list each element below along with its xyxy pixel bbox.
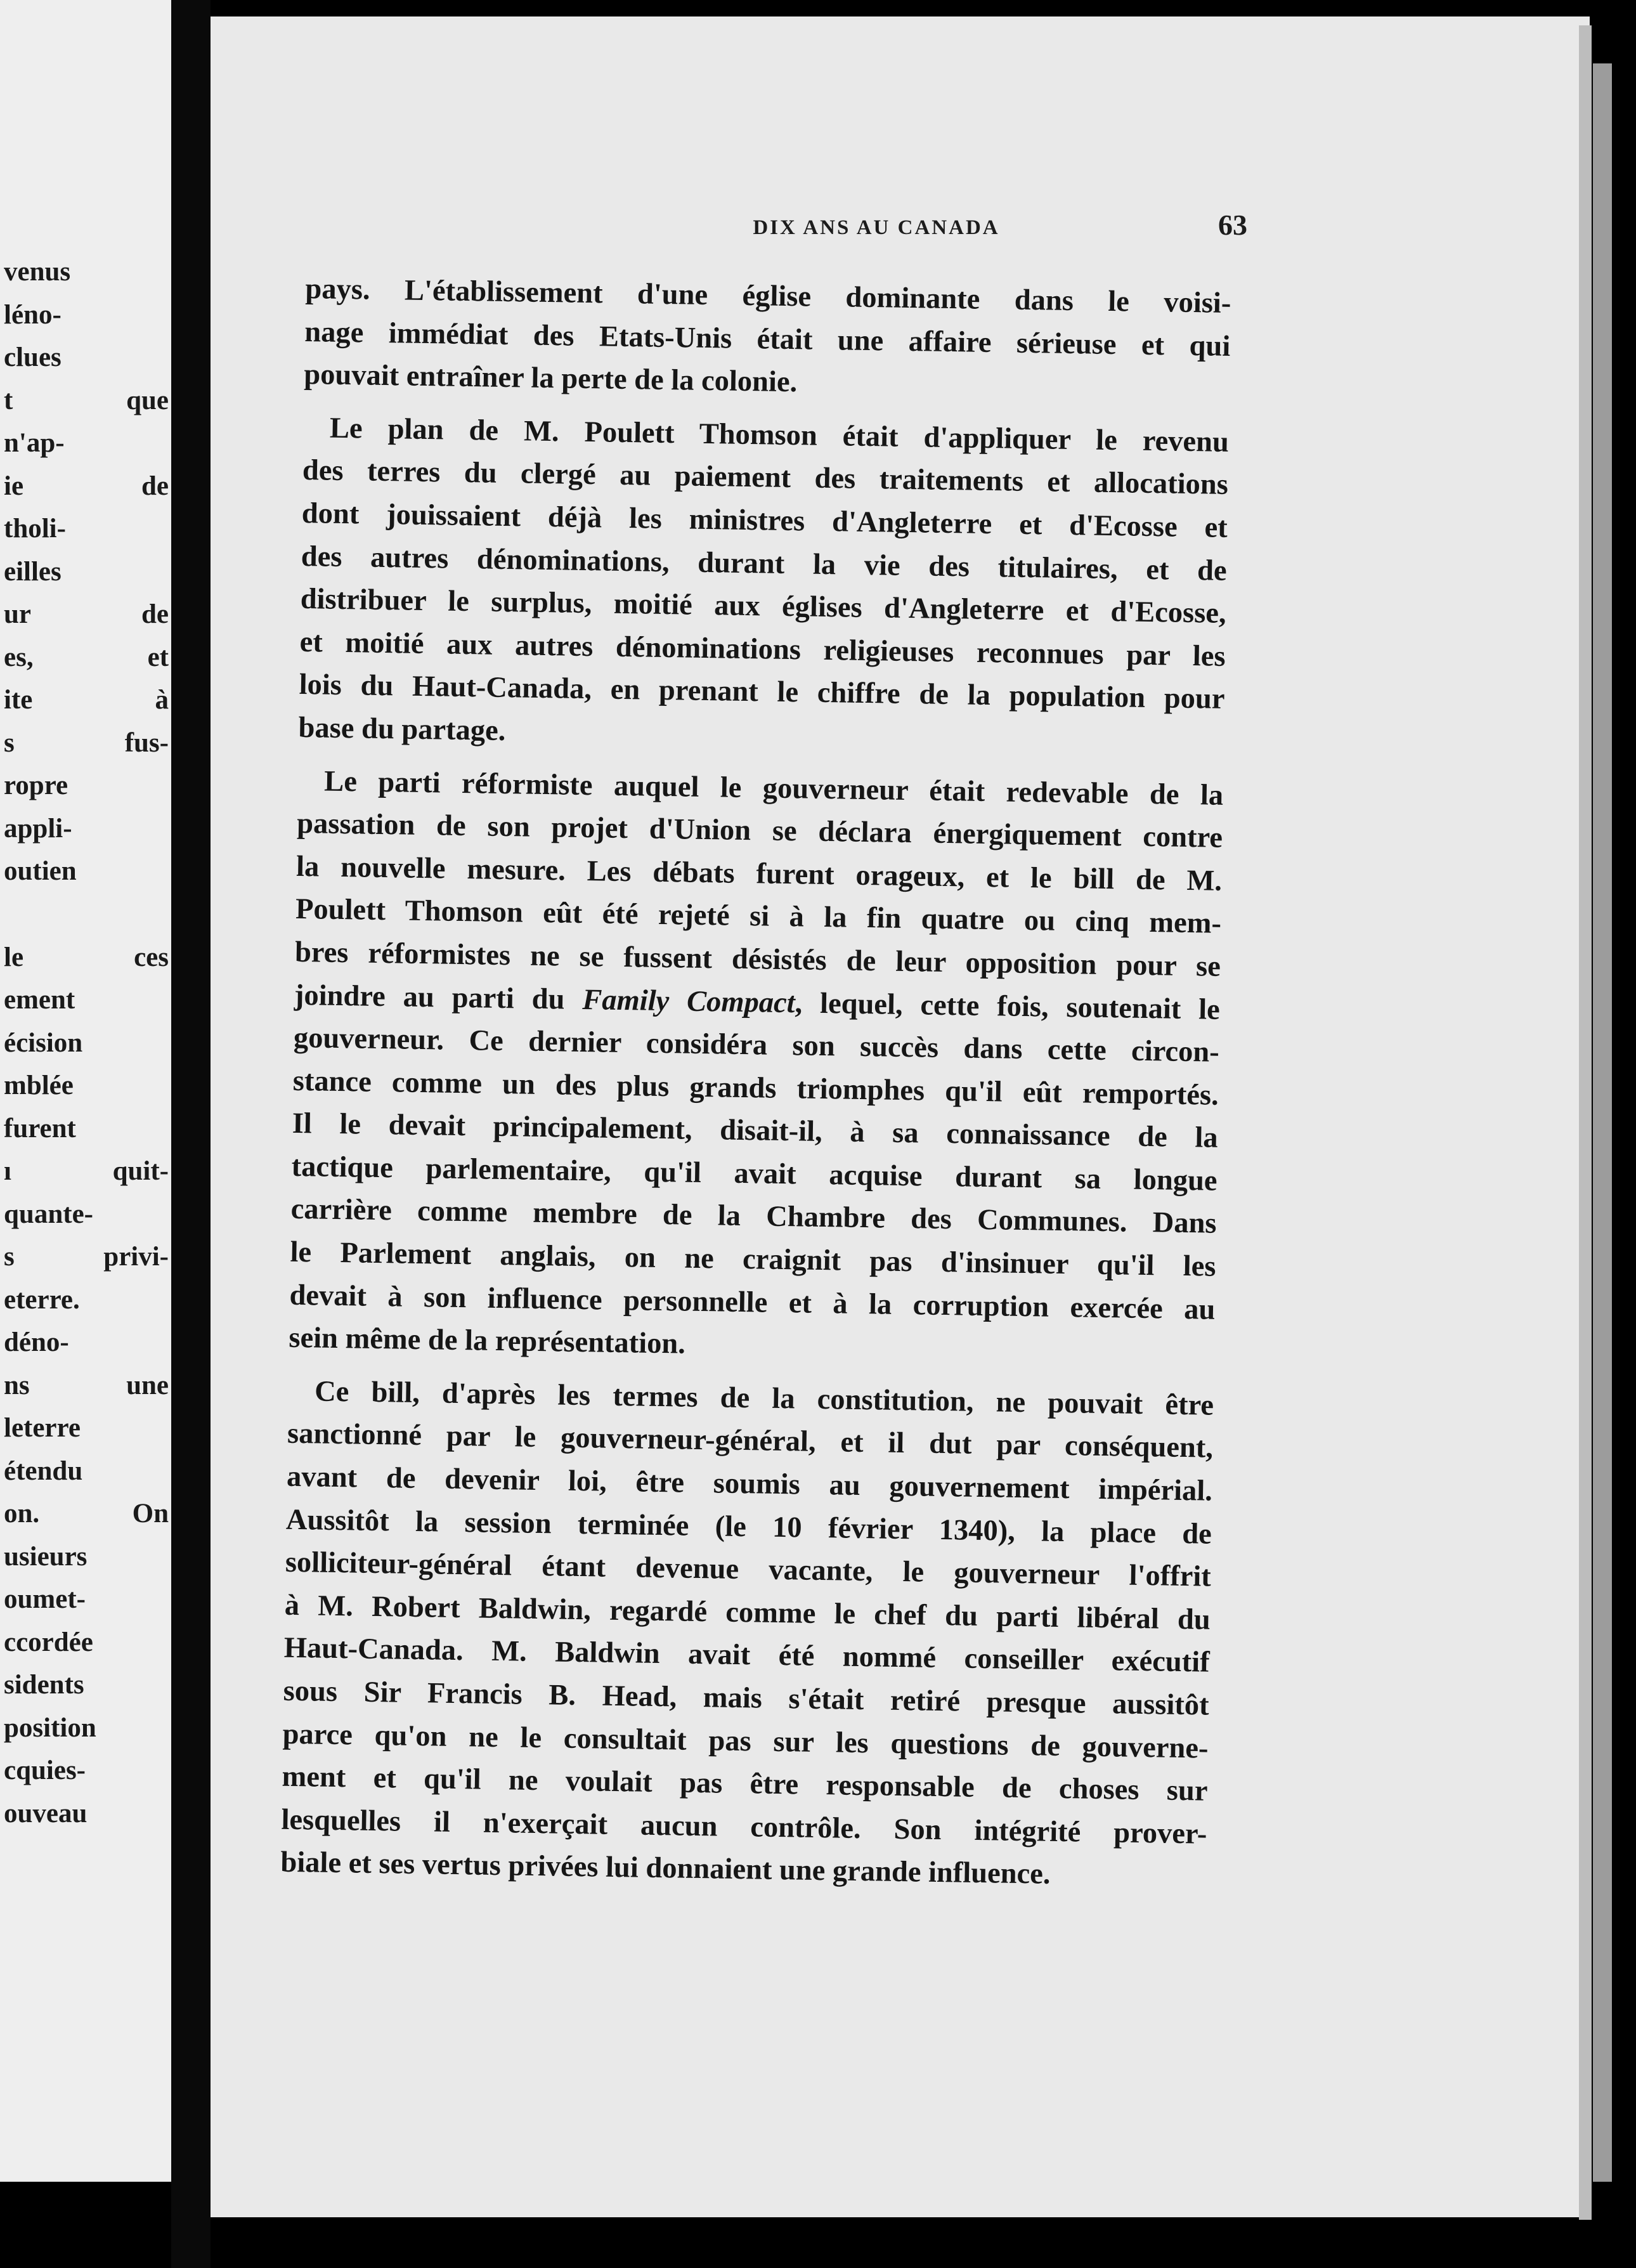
left-page-line: ccordée [4, 1627, 93, 1657]
left-page-line: appli- [4, 813, 72, 844]
left-page-line: étendu [4, 1456, 83, 1486]
text-line: Haut-Canada. M. Baldwin avait été nommé conseiller exécutif [283, 1632, 1211, 1679]
right-page [211, 16, 1590, 2217]
text-line: Il le devait principalement, disait-il, à sa connaissance de la [292, 1107, 1219, 1155]
left-page-line: position [4, 1712, 96, 1743]
left-page-line: ement [4, 985, 75, 1015]
paragraph [289, 759, 1224, 1374]
text-line: à M. Robert Baldwin, regardé comme le chef du parti libéral du [284, 1589, 1211, 1636]
left-page-line: le ces [4, 942, 169, 972]
text-line: et moitié aux autres dénominations religieuses reconnues par les [299, 625, 1226, 673]
paragraph [280, 1370, 1214, 1899]
text-line: ment et qu'il ne voulait pas être responsable de choses sur [282, 1760, 1208, 1808]
text-line: Aussitôt la session terminée (le 10 février 1340), la place de [285, 1503, 1212, 1551]
text-line: tactique parlementaire, qu'il avait acquise durant sa longue [291, 1150, 1217, 1197]
text-line: avant de devenir loi, être soumis au gouvernement impérial. [286, 1460, 1213, 1508]
text-line: Ce bill, d'après les termes de la constitution, ne pouvait être [314, 1375, 1214, 1422]
left-page-line: ropre [4, 771, 68, 800]
left-page-line: cquies- [4, 1756, 86, 1785]
left-page-line: usieurs [4, 1541, 88, 1572]
left-facing-page [0, 0, 171, 2182]
paragraph [298, 407, 1229, 764]
left-page-line: ur de [4, 599, 169, 629]
text-line: pouvait entraîner la perte de la colonie. [303, 358, 798, 399]
page-edge [1579, 25, 1592, 2220]
left-page-line: clues [4, 342, 62, 372]
text-line: stance comme un des plus grands triomphes qu'il eût remportés. [292, 1064, 1219, 1112]
left-page-line: oumet- [4, 1584, 86, 1614]
left-page-line: écision [4, 1027, 83, 1058]
running-head: DIX ANS AU CANADA [753, 216, 1000, 239]
left-page-line: léno- [4, 299, 62, 330]
text-line: lois du Haut-Canada, en prenant le chiffre de la population pour [299, 668, 1225, 716]
left-page-line: tholi- [4, 514, 66, 544]
text-line: joindre au parti du Family Compact, lequel, cette fois, soutenait le [294, 979, 1221, 1026]
text-line: nage immédiat des Etats-Unis était une affaire sérieuse et qui [304, 315, 1231, 363]
left-page-line: leterre [4, 1413, 81, 1443]
text-line: passation de son projet d'Union se déclara énergiquement contre [296, 807, 1223, 854]
text-line: gouverneur. Ce dernier considéra son succès dans cette circon- [293, 1021, 1220, 1069]
left-page-line: eterre. [4, 1284, 80, 1315]
text-line: lesquelles il n'exerçait aucun contrôle. Son intégrité prover- [281, 1803, 1207, 1851]
text-line: biale et ses vertus privées lui donnaient une grande influence. [280, 1846, 1051, 1891]
left-page-line: ie de [4, 471, 169, 501]
left-page-line: mblée [4, 1071, 74, 1100]
text-line: devait à son influence personnelle et à la corruption exercée au [289, 1279, 1216, 1326]
body-text [280, 268, 1231, 1909]
left-page-line: furent [4, 1113, 76, 1144]
text-line: Le parti réformiste auquel le gouverneur était redevable de la [323, 765, 1224, 812]
left-page-line: n'ap- [4, 428, 65, 458]
text-line: sanctionné par le gouverneur-général, et il dut par conséquent, [287, 1418, 1214, 1465]
left-page-line: ns une [4, 1370, 169, 1400]
text-line: dont jouissaient déjà les ministres d'Angleterre et d'Ecosse et [301, 497, 1228, 544]
left-page-line: sidents [4, 1670, 84, 1700]
text-line: Poulett Thomson eût été rejeté si à la fin quatre ou cinq mem- [295, 893, 1222, 941]
left-page-line: quante- [4, 1199, 93, 1229]
book-gutter [171, 0, 211, 2268]
text-line: parce qu'on ne le consultait pas sur les questions de gouverne- [282, 1717, 1209, 1765]
left-page-text [4, 251, 169, 1835]
text-line: pays. L'établissement d'une église dominante dans le voisi- [305, 272, 1231, 320]
text-line: base du partage. [298, 711, 506, 747]
left-page-line: s fus- [4, 727, 169, 758]
left-page-line: s privi- [4, 1242, 169, 1272]
left-page-line: déno- [4, 1327, 69, 1357]
left-page-line: ı quit- [4, 1156, 169, 1186]
left-page-line: eilles [4, 556, 62, 587]
text-line: des autres dénominations, durant la vie des titulaires, et de [301, 540, 1228, 587]
paragraph [304, 268, 1231, 411]
left-page-line: es, et [4, 642, 169, 672]
left-page-line: venus [4, 257, 71, 287]
left-page-line: ite à [4, 685, 169, 715]
text-line: le Parlement anglais, on ne craignit pas d'insinuer qu'il les [290, 1235, 1216, 1283]
left-page-line: t que [4, 385, 169, 415]
text-line: la nouvelle mesure. Les débats furent orageux, et le bill de M. [295, 850, 1223, 897]
text-line: solliciteur-général étant devenue vacante, le gouverneur l'offrit [285, 1546, 1212, 1593]
page-number: 63 [1218, 209, 1247, 241]
text-line: carrière comme membre de la Chambre des Communes. Dans [290, 1193, 1217, 1241]
text-line: sous Sir Francis B. Head, mais s'était retiré presque aussitôt [283, 1674, 1209, 1722]
page-edge-stack [1593, 63, 1612, 2182]
text-line: des terres du clergé au paiement des traitements et allocations [302, 454, 1229, 502]
text-line: distribuer le surplus, moitié aux églises d'Angleterre et d'Ecosse, [300, 583, 1227, 630]
text-line: sein même de la représentation. [289, 1322, 686, 1360]
text-line: bres réformistes ne se fussent désistés de leur opposition pour se [294, 935, 1221, 983]
text-line: Le plan de M. Poulett Thomson était d'appliquer le revenu [329, 412, 1230, 459]
left-page-line: outien [4, 856, 77, 886]
left-page-line: on. On [4, 1499, 169, 1528]
left-page-line: ouveau [4, 1798, 88, 1828]
